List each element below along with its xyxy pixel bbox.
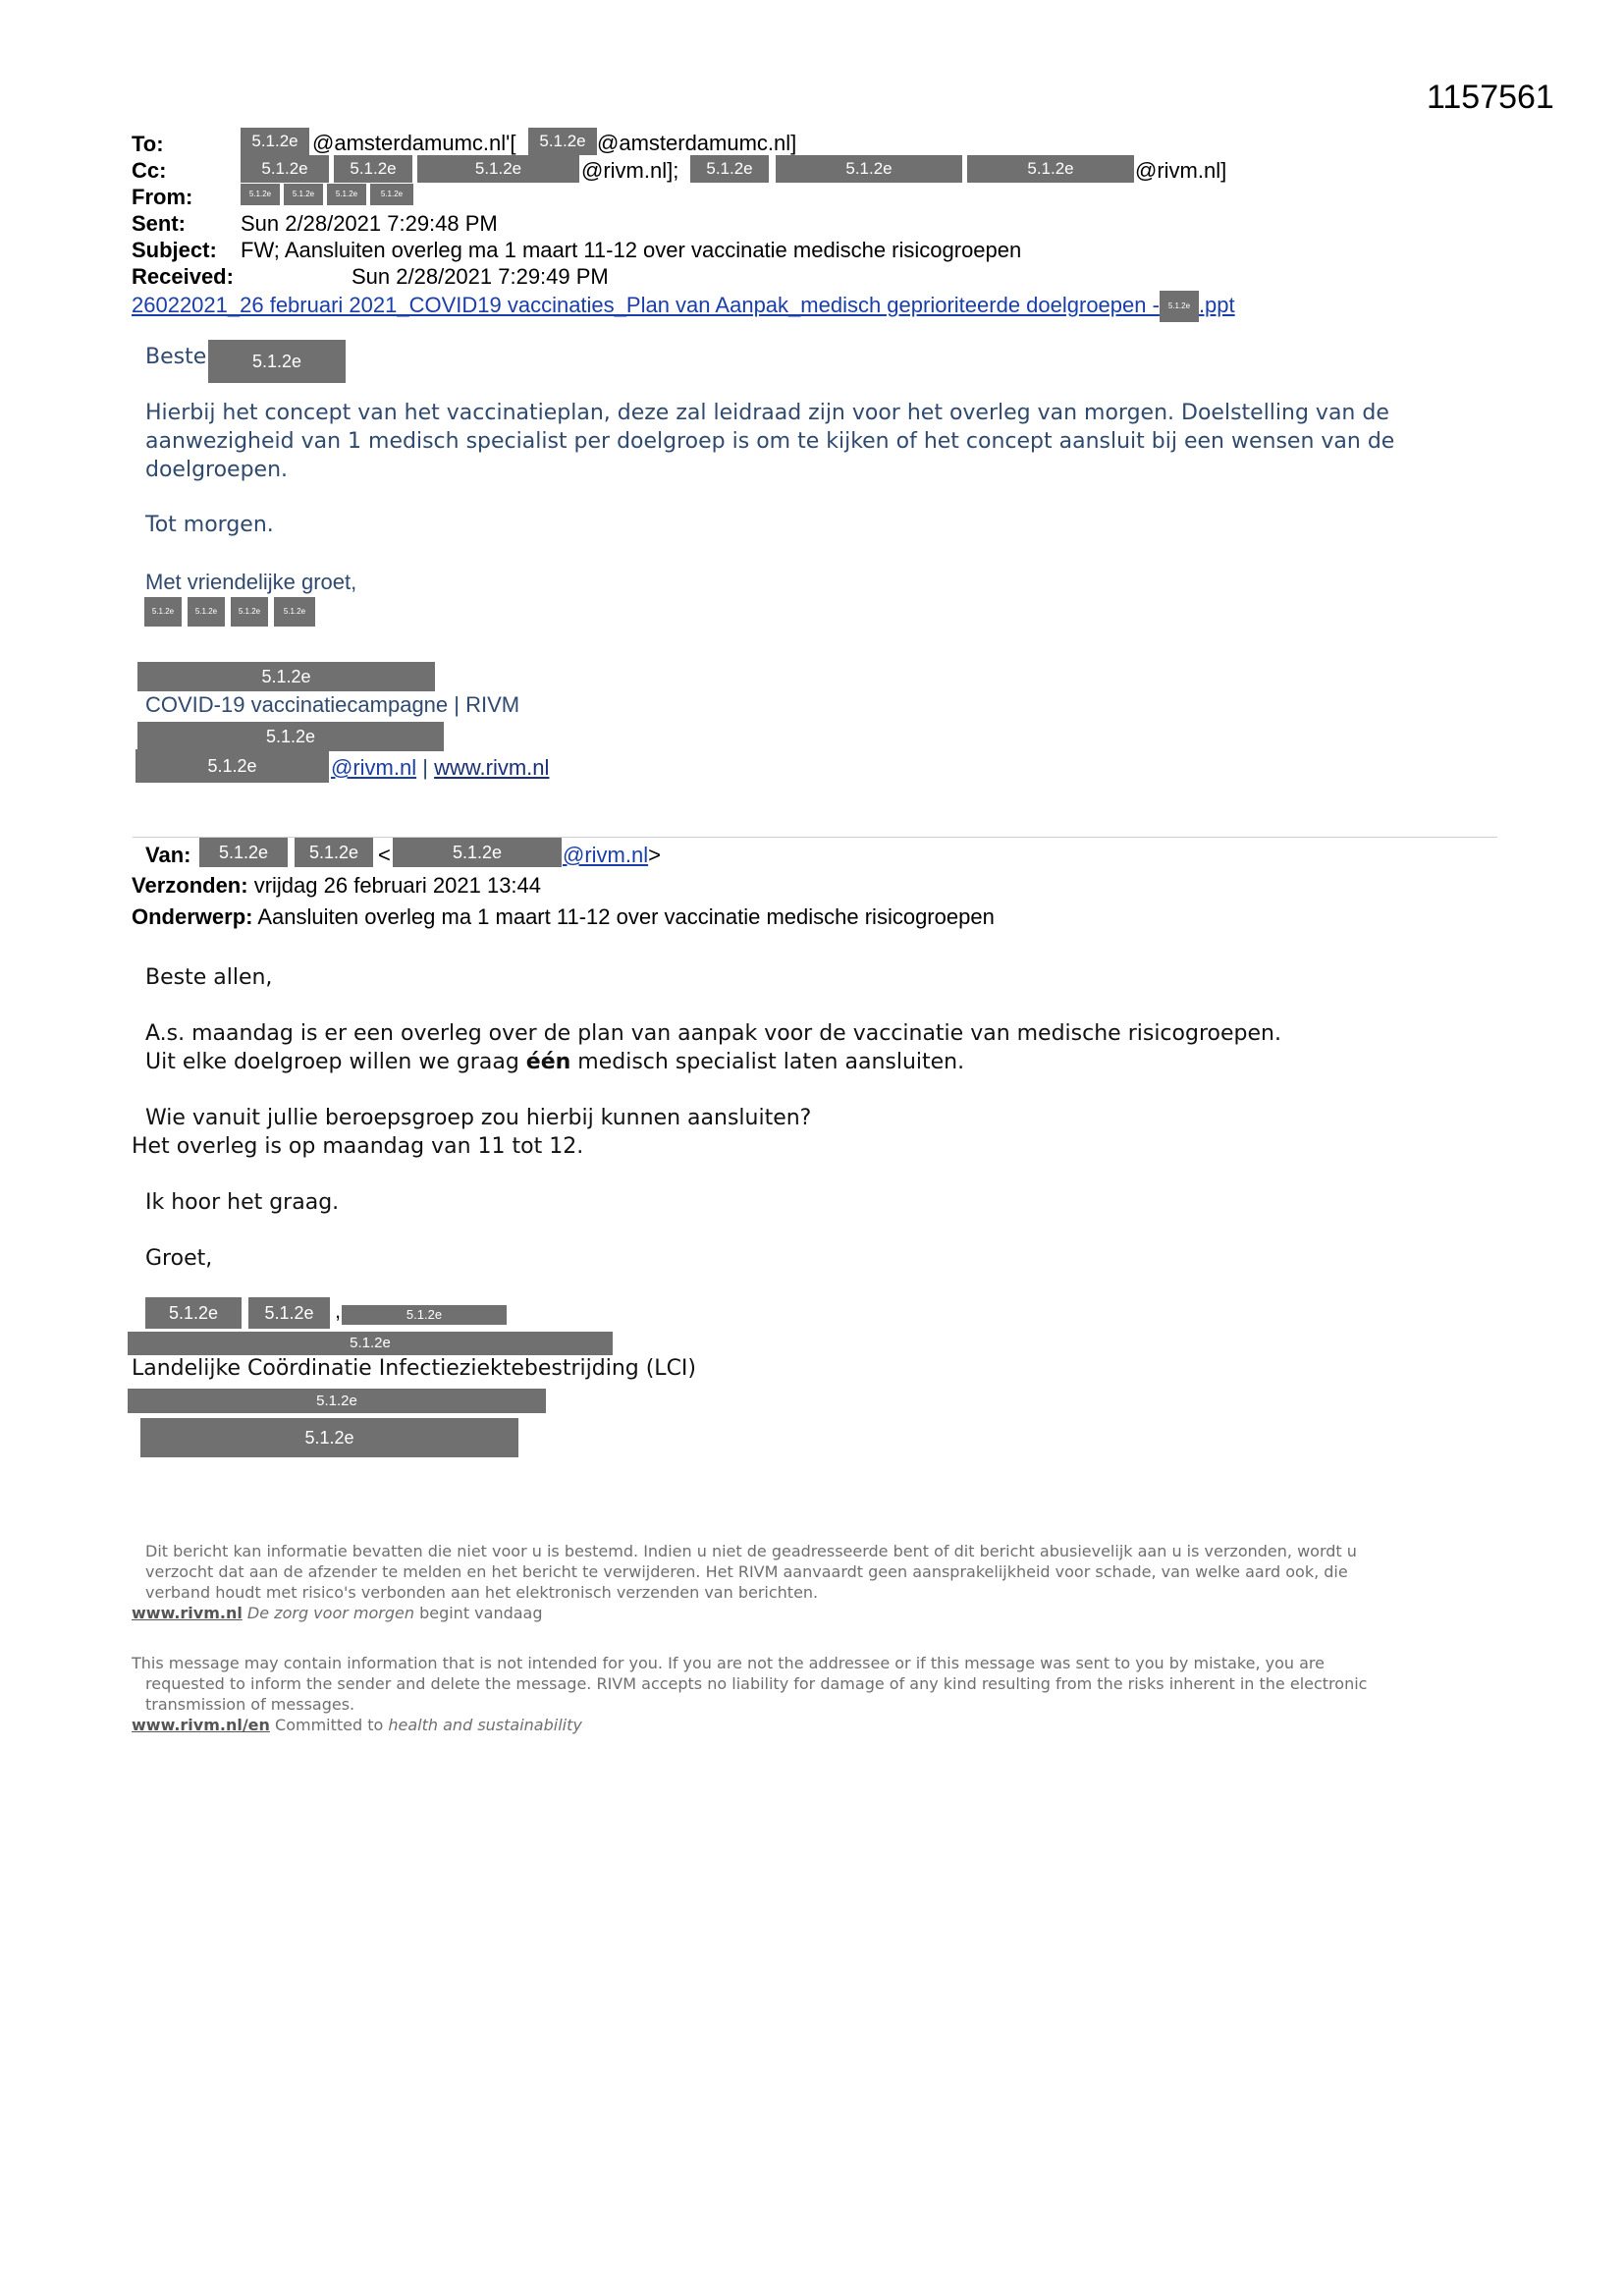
disclaimer-nl-line-3: verband houdt met risico's verbonden aan het elektronisch verzenden van berichten. bbox=[145, 1583, 819, 1602]
redaction: 5.1.2e bbox=[284, 184, 323, 205]
redaction: 5.1.2e bbox=[231, 597, 268, 627]
disclaimer-en-line-2: requested to inform the sender and delete the message. RIVM accepts no liability for damage of any kind resulting from the risks inherent in the electronic bbox=[145, 1674, 1368, 1693]
disclaimer-nl-line-2: verzocht dat aan de afzender te melden en het bericht te verwijderen. Het RIVM aanvaardt geen aansprakelijkheid voor schade, van welke aard ook, die bbox=[145, 1562, 1348, 1581]
rivm-website-link[interactable]: www.rivm.nl bbox=[132, 1604, 243, 1622]
subject-label: Subject: bbox=[132, 238, 217, 262]
closing-2: Met vriendelijke groet, bbox=[145, 570, 357, 594]
van-email-link[interactable]: @rivm.nl bbox=[563, 843, 649, 867]
redaction: 5.1.2e bbox=[274, 597, 315, 627]
subject-value: FW; Aansluiten overleg ma 1 maart 11-12 over vaccinatie medische risicogroepen bbox=[241, 238, 1022, 262]
cc-label: Cc: bbox=[132, 158, 167, 183]
redaction: 5.1.2e bbox=[248, 1297, 330, 1329]
sent-value: Sun 2/28/2021 7:29:48 PM bbox=[241, 211, 498, 236]
signature-website-link[interactable]: www.rivm.nl bbox=[434, 755, 550, 780]
en-tagline: health and sustainability bbox=[388, 1716, 582, 1734]
verzonden-label: Verzonden: bbox=[132, 873, 248, 898]
redaction: 5.1.2e bbox=[295, 838, 373, 867]
redaction: 5.1.2e bbox=[327, 184, 366, 205]
body-1-line-1: Hierbij het concept van het vaccinatieplan, deze zal leidraad zijn voor het overleg van morgen. Doelstelling van de bbox=[145, 401, 1389, 425]
received-label: Received: bbox=[132, 264, 234, 289]
redaction: 5.1.2e bbox=[342, 1305, 507, 1325]
to-address-1: @amsterdamumc.nl'[ bbox=[312, 131, 516, 155]
redaction: 5.1.2e bbox=[528, 128, 597, 155]
disclaimer-en-line-3: transmission of messages. bbox=[145, 1695, 355, 1714]
signature-contact-1 bbox=[331, 755, 549, 781]
signature-separator: | bbox=[422, 755, 428, 780]
received-value: Sun 2/28/2021 7:29:49 PM bbox=[352, 264, 609, 289]
body-2-line-2-start: Uit elke doelgroep willen we graag bbox=[145, 1050, 526, 1074]
greeting-2: Beste allen, bbox=[145, 965, 273, 990]
redaction: 5.1.2e bbox=[417, 155, 579, 183]
nl-tagline: De zorg voor morgen bbox=[246, 1604, 414, 1622]
verzonden-value: vrijdag 26 februari 2021 13:44 bbox=[253, 873, 542, 898]
cc-address-1: @rivm.nl]; bbox=[581, 158, 679, 183]
body-2-line-3: Wie vanuit jullie beroepsgroep zou hierbij kunnen aansluiten? bbox=[145, 1106, 812, 1130]
body-1-line-2: aanwezigheid van 1 medisch specialist per doelgroep is om te kijken of het concept aansluit bij een wensen van de bbox=[145, 429, 1395, 454]
attachment-name[interactable]: 26022021_26 februari 2021_COVID19 vaccinaties_Plan van Aanpak_medisch geprioriteerde doelgroepen - bbox=[132, 292, 1160, 317]
redaction: 5.1.2e bbox=[967, 155, 1134, 183]
onderwerp-label: Onderwerp: bbox=[132, 904, 253, 929]
attachment-extension[interactable]: .ppt bbox=[1198, 292, 1235, 317]
greeting-1: Beste bbox=[145, 345, 207, 369]
redaction: 5.1.2e bbox=[241, 155, 329, 183]
closing-1: Tot morgen. bbox=[145, 513, 274, 537]
redaction: 5.1.2e bbox=[241, 128, 309, 155]
closing-3: Groet, bbox=[145, 1246, 213, 1271]
disclaimer-nl-footer bbox=[132, 1604, 543, 1622]
en-tagline-start: Committed to bbox=[275, 1716, 384, 1734]
redaction: 5.1.2e bbox=[690, 155, 769, 183]
redaction: 5.1.2e bbox=[137, 662, 435, 691]
redaction: 5.1.2e bbox=[1160, 291, 1199, 322]
onderwerp-value: Aansluiten overleg ma 1 maart 11-12 over vaccinatie medische risicogroepen bbox=[257, 904, 995, 929]
signature-comma: , bbox=[335, 1298, 342, 1323]
body-2-line-5: Ik hoor het graag. bbox=[145, 1190, 340, 1215]
document-number: 1157561 bbox=[1427, 79, 1554, 116]
redaction: 5.1.2e bbox=[776, 155, 962, 183]
signature-org-1: COVID-19 vaccinatiecampagne | RIVM bbox=[145, 692, 520, 717]
disclaimer-en-line-1: This message may contain information that is not intended for you. If you are not the addressee or if this message was sent to you by mistake, you are bbox=[132, 1654, 1325, 1672]
body-2-line-1: A.s. maandag is er een overleg over de plan van aanpak voor de vaccinatie van medische risicogroepen. bbox=[145, 1021, 1281, 1046]
disclaimer-nl-line-1: Dit bericht kan informatie bevatten die niet voor u is bestemd. Indien u niet de geadresseerde bent of dit bericht abusievelijk aan u is verzonden, wordt u bbox=[145, 1542, 1357, 1560]
redaction: 5.1.2e bbox=[140, 1418, 518, 1457]
van-email bbox=[563, 843, 661, 868]
redaction: 5.1.2e bbox=[199, 838, 288, 867]
redaction: 5.1.2e bbox=[135, 749, 329, 783]
body-2-line-2-end: medisch specialist laten aansluiten. bbox=[570, 1050, 965, 1074]
body-1-line-3: doelgroepen. bbox=[145, 458, 289, 482]
redaction: 5.1.2e bbox=[241, 184, 280, 205]
body-2-line-4: Het overleg is op maandag van 11 tot 12. bbox=[132, 1134, 584, 1159]
redaction: 5.1.2e bbox=[393, 838, 562, 867]
redaction: 5.1.2e bbox=[128, 1389, 546, 1413]
nl-tagline-end: begint vandaag bbox=[419, 1604, 543, 1622]
body-2-emphasis: één bbox=[525, 1050, 571, 1074]
redaction: 5.1.2e bbox=[370, 184, 413, 205]
redaction: 5.1.2e bbox=[188, 597, 225, 627]
van-lt: < bbox=[378, 843, 391, 867]
van-label: Van: bbox=[145, 843, 191, 867]
attachment-link[interactable] bbox=[132, 291, 1235, 322]
verzonden-row bbox=[132, 873, 541, 899]
onderwerp-row bbox=[132, 904, 995, 930]
redaction: 5.1.2e bbox=[144, 597, 182, 627]
disclaimer-en-footer bbox=[132, 1716, 582, 1734]
van-gt: > bbox=[648, 843, 661, 867]
body-2-line-2 bbox=[145, 1050, 964, 1074]
cc-address-2: @rivm.nl] bbox=[1135, 158, 1227, 183]
redaction: 5.1.2e bbox=[208, 340, 346, 383]
redaction: 5.1.2e bbox=[137, 722, 444, 751]
rivm-en-website-link[interactable]: www.rivm.nl/en bbox=[132, 1716, 270, 1734]
to-address-2: @amsterdamumc.nl] bbox=[597, 131, 797, 155]
signature-email-link[interactable]: @rivm.nl bbox=[331, 755, 417, 780]
redaction: 5.1.2e bbox=[128, 1332, 613, 1355]
redaction: 5.1.2e bbox=[145, 1297, 242, 1329]
redaction: 5.1.2e bbox=[334, 155, 412, 183]
sent-label: Sent: bbox=[132, 211, 186, 236]
from-label: From: bbox=[132, 185, 193, 209]
signature-org-2: Landelijke Coördinatie Infectieziektebestrijding (LCI) bbox=[132, 1356, 696, 1381]
to-label: To: bbox=[132, 132, 164, 156]
